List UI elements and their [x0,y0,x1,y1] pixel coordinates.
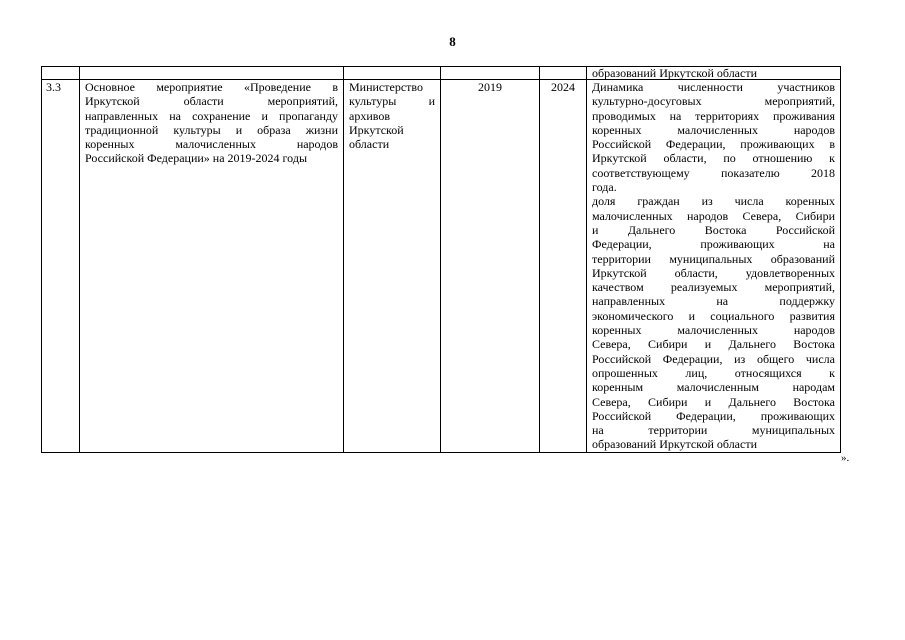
indicator-text-line: Российской Федерации, из общего числа [592,351,835,366]
start-year: 2019 [441,80,540,453]
table-row [42,80,841,453]
indicator-text-line: года. [592,180,617,195]
indicator-text-line: экономического и социального развития [592,308,835,323]
indicator-text-line: коренных малочисленных народов [592,122,835,137]
event-text-line: Российской Федерации» на 2019-2024 годы [85,151,307,166]
executor-text-line: области [349,137,390,152]
indicator-text-line: качеством реализуемых мероприятий, [592,280,835,295]
executor-cell [344,80,441,453]
indicator-text-line: культурно-досуговых мероприятий, [592,94,835,109]
indicator-text-line: проводимых на территориях проживания [592,108,835,123]
cont-cell-executor [344,67,441,80]
cont-cell-end [540,67,587,80]
event-cell [80,80,344,453]
executor-text-line: Министерство [349,80,423,94]
indicator-text-line: территории муниципальных образований [592,251,835,266]
event-text-line: направленных на сохранение и пропаганду [85,108,338,123]
row-number: 3.3 [42,80,80,453]
cont-cell-indicator: образований Иркутской области [587,67,841,80]
page-number: 8 [449,34,456,49]
executor-text-line: Иркутской [349,122,404,137]
event-text-line: Основное мероприятие «Проведение в [85,80,338,94]
indicator-text-line: на территории муниципальных [592,423,835,438]
indicator-text-line: Иркутской области, по отношению к [592,151,835,166]
indicator-text-line: опрошенных лиц, относящихся к [592,365,835,380]
indicator-text-line: образований Иркутской области [592,437,757,452]
indicator-text-line: Российской Федерации, проживающих в [592,137,835,152]
indicator-text-line: Динамика численности участников [592,80,835,94]
indicator-text-line: коренным малочисленным народам [592,380,835,395]
executor-text [349,80,435,151]
indicator-cell [587,80,841,453]
program-table [41,66,841,453]
indicator-text-line: Российской Федерации, проживающих [592,408,835,423]
event-text-line: коренных малочисленных народов [85,137,338,152]
indicator-text-line: Севера, Сибири и Дальнего Востока [592,337,835,352]
indicator-text-line: Иркутской области, удовлетворенных [592,265,835,280]
cont-cell-event [80,67,344,80]
indicator-text-line: и Дальнего Востока Российской [592,222,835,237]
event-text-line: Иркутской области мероприятий, [85,94,338,109]
event-text [85,80,338,166]
event-text-line: традиционной культуры и образа жизни [85,122,338,137]
cont-cell-start [441,67,540,80]
indicator-text-line: Севера, Сибири и Дальнего Востока [592,394,835,409]
indicator-text-line: коренных малочисленных народов [592,323,835,338]
continuation-row [42,67,841,80]
indicator-text-line: направленных на поддержку [592,294,835,309]
end-year: 2024 [540,80,587,453]
indicator-text-line: соответствующему показателю 2018 [592,165,835,180]
indicator-text-line: Федерации, проживающих на [592,237,835,252]
indicator-text-line: доля граждан из числа коренных [592,194,835,209]
indicator-text-line: малочисленных народов Севера, Сибири [592,208,835,223]
executor-text-line: архивов [349,108,390,123]
executor-text-line: культуры и [349,94,435,109]
indicator-text [592,80,835,452]
closing-quote-mark: ». [841,452,850,464]
cont-cell-number [42,67,80,80]
